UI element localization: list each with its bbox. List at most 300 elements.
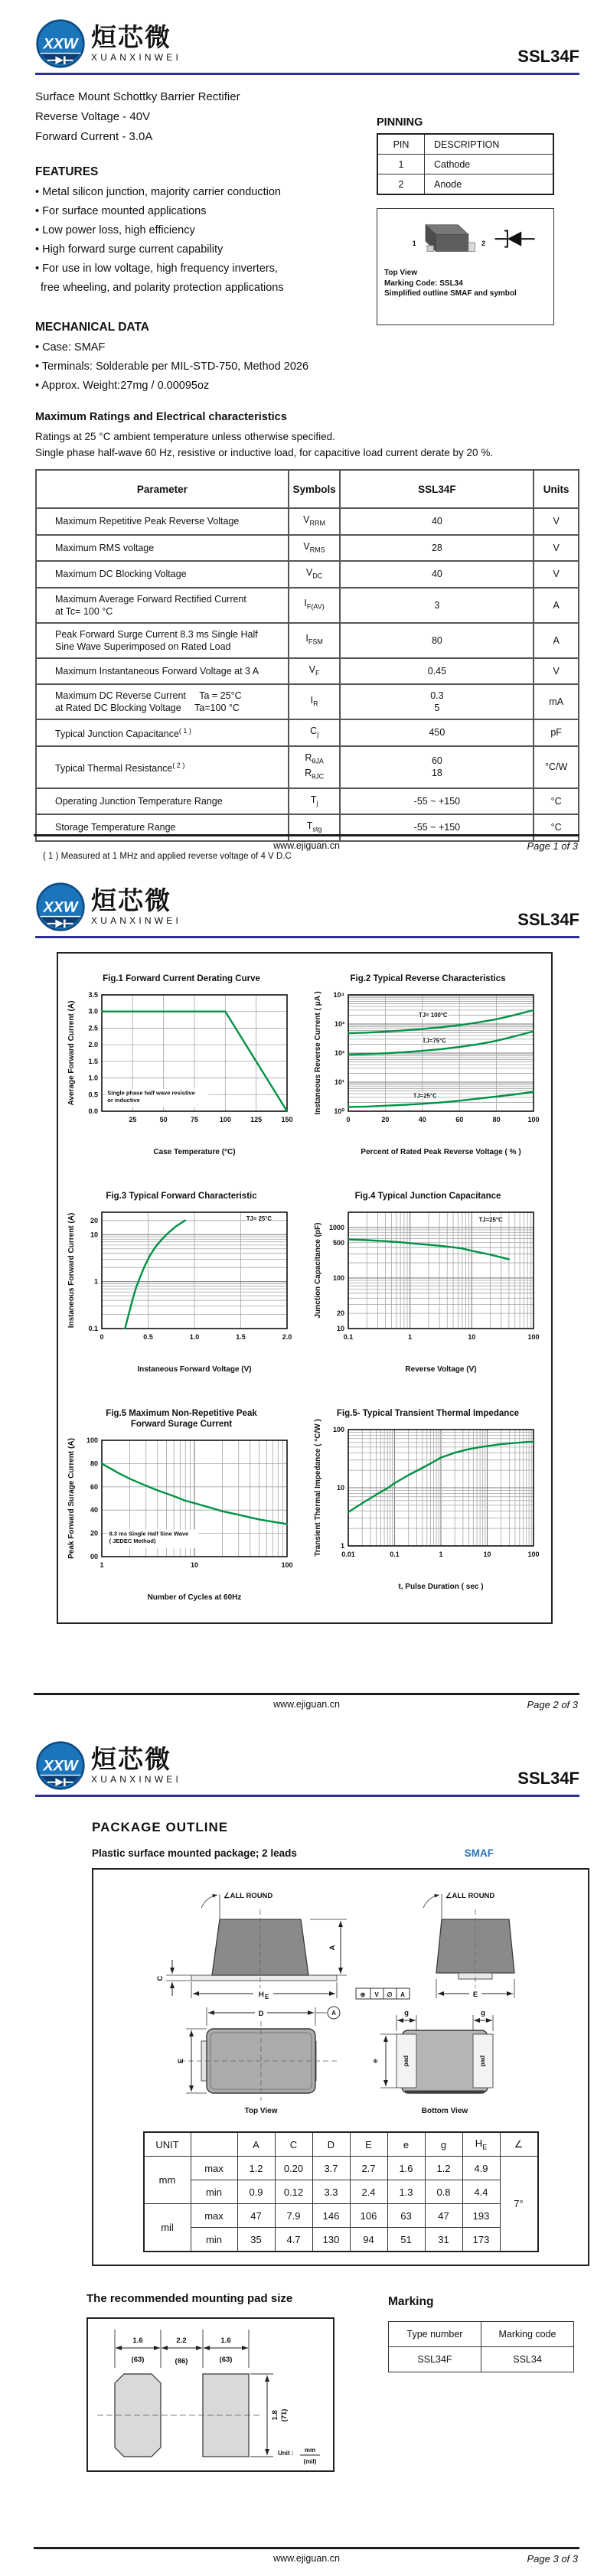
svg-text:10: 10	[336, 1484, 344, 1492]
svg-text:TJ= 100°C: TJ= 100°C	[418, 1012, 448, 1019]
svg-text:40: 40	[90, 1506, 98, 1515]
svg-text:0.01: 0.01	[341, 1550, 355, 1558]
value-cell: 450	[340, 719, 534, 746]
svg-text:25: 25	[129, 1116, 137, 1123]
angle-value: 7°	[500, 2157, 538, 2252]
svg-text:10: 10	[90, 1231, 98, 1239]
dim-row-mil-max	[144, 2204, 538, 2228]
svg-text:( JEDEC Method): ( JEDEC Method)	[109, 1537, 156, 1545]
dim-row-mm-min	[144, 2180, 538, 2204]
unit-mil: mil	[144, 2204, 191, 2252]
dim-row-mil-min	[144, 2228, 538, 2252]
dim-row-mm-max	[144, 2157, 538, 2180]
dimension-table	[143, 2131, 539, 2252]
ratings-row	[36, 588, 579, 623]
unit-mil: (mil)	[303, 2458, 317, 2465]
parameter-cell: Maximum RMS voltage	[36, 535, 289, 562]
top-view-caption: Top View	[244, 2107, 278, 2115]
col-e: E	[350, 2132, 387, 2157]
company-name-en: XUANXINWEI	[91, 51, 182, 63]
figure-5	[66, 1408, 297, 1604]
chart-transient-thermal-impedance	[312, 1420, 543, 1593]
pad-label: pad	[403, 2055, 410, 2067]
dim-value: 1.2	[425, 2157, 462, 2180]
col-d: D	[312, 2132, 350, 2157]
pin-row	[377, 174, 553, 195]
svg-text:1: 1	[439, 1550, 443, 1558]
gdt-symbol: V	[374, 1991, 379, 1998]
company-name-en: XUANXINWEI	[91, 1773, 182, 1785]
gdt-symbol: A	[400, 1991, 405, 1998]
ratings-row	[36, 684, 579, 719]
symbol-cell: $C_j$	[289, 719, 341, 746]
dim-value: 2.4	[350, 2180, 387, 2204]
col-g: g	[425, 2132, 462, 2157]
page-header	[0, 863, 607, 932]
figure-title: Fig.1 Forward Current Derating Curve	[103, 974, 260, 983]
value-cell: 0.3 5	[340, 684, 534, 719]
dim-value: 7.9	[275, 2204, 312, 2228]
package-outline-thumbnail	[377, 208, 554, 325]
dim-value: 146	[312, 2204, 350, 2228]
ratings-heading: Maximum Ratings and Electrical characteristics	[35, 411, 287, 423]
svg-text:3.5: 3.5	[88, 991, 98, 999]
symbol-cell: $V_F$	[289, 658, 341, 685]
top-view	[177, 2007, 340, 2115]
parameter-cell: Typical Thermal Resistance$^{( 2 )}$	[36, 746, 289, 788]
dim-value: 4.4	[462, 2180, 500, 2204]
all-round-label: ∠ALL ROUND	[224, 1892, 273, 1900]
svg-text:10: 10	[468, 1333, 476, 1341]
outline-caption: Simplified outline SMAF and symbol	[384, 289, 517, 298]
svg-text:10⁰: 10⁰	[334, 1107, 344, 1115]
svg-text:0.5: 0.5	[143, 1333, 153, 1341]
chart-forward-current-derating	[66, 986, 297, 1159]
svg-text:20: 20	[336, 1309, 344, 1318]
svg-text:1.5: 1.5	[236, 1333, 246, 1341]
package-subheading: Plastic surface mounted package; 2 leads	[92, 1847, 297, 1859]
company-name-cn: 烜芯微	[91, 886, 171, 915]
symbol-cell: $V_{DC}$	[289, 561, 341, 588]
mechanical-item: • Case: SMAF	[35, 338, 579, 357]
svg-text:Peak Forward Surage Current (A: Peak Forward Surage Current (A)	[67, 1438, 76, 1559]
svg-text:10: 10	[483, 1550, 491, 1558]
svg-text:500: 500	[332, 1238, 344, 1247]
marking-code-header: Marking code	[481, 2322, 574, 2347]
row-min: min	[191, 2180, 237, 2204]
mechanical-item: • Terminals: Solderable per MIL-STD-750, Method 2026	[35, 357, 579, 377]
dim-value: 94	[350, 2228, 387, 2252]
figure-title: Fig.3 Typical Forward Characteristic	[106, 1192, 257, 1201]
value-cell: 0.45	[340, 658, 534, 685]
unit-cell: pF	[534, 719, 579, 746]
chart-canvas	[66, 1203, 297, 1376]
blank-header	[191, 2132, 237, 2157]
unit-mm: mm	[304, 2447, 316, 2454]
svg-text:10⁴: 10⁴	[333, 991, 344, 999]
subtitle-line: Surface Mount Schottky Barrier Rectifier	[35, 90, 240, 103]
chart-typical-forward-characteristic	[66, 1203, 297, 1376]
unit-cell: A	[534, 623, 579, 658]
features-heading: FEATURES	[35, 165, 99, 178]
col-c: C	[275, 2132, 312, 2157]
pin-col-header: PIN	[377, 134, 425, 155]
dim-value: 0.9	[237, 2180, 275, 2204]
col-header-parameter: Parameter	[36, 470, 289, 508]
svg-text:10: 10	[336, 1325, 344, 1332]
value-cell: 28	[340, 535, 534, 562]
feature-item: • Low power loss, high efficiency	[35, 221, 579, 240]
chart-typical-reverse-characteristics	[312, 986, 543, 1159]
col-header-part: SSL34F	[340, 470, 534, 508]
symbol-cell: $T_j$	[289, 788, 341, 815]
page-footer	[34, 2547, 579, 2568]
dim-g-label: g	[404, 2009, 409, 2017]
figure-title: Fig.5 Maximum Non-Repetitive Peak Forward Surage Current	[106, 1409, 257, 1429]
pin-description: Anode	[425, 174, 554, 195]
figure-6	[312, 1408, 543, 1604]
characteristic-curves-box	[57, 952, 553, 1624]
footer-url: www.ejiguan.cn	[273, 1699, 340, 1710]
mechanical-heading: MECHANICAL DATA	[35, 321, 149, 334]
svg-text:1.0: 1.0	[189, 1333, 200, 1341]
svg-text:10²: 10²	[334, 1049, 344, 1057]
svg-text:80: 80	[90, 1459, 98, 1468]
svg-text:0: 0	[100, 1333, 104, 1341]
svg-text:Average Forward Current (A): Average Forward Current (A)	[67, 1000, 76, 1106]
svg-text:1.5: 1.5	[88, 1057, 98, 1065]
svg-text:0.5: 0.5	[88, 1091, 98, 1099]
page-footer	[34, 834, 579, 855]
pin2-label: 2	[481, 239, 486, 247]
header-rule	[35, 936, 579, 938]
dim-value: 193	[462, 2204, 500, 2228]
unit-header: UNIT	[144, 2132, 191, 2157]
footer-rule	[34, 834, 579, 837]
end-view	[423, 1892, 514, 1999]
svg-text:Instaneous Forward Current (A: Instaneous Forward Current (A)	[67, 1212, 76, 1329]
pin-description: Cathode	[425, 155, 554, 174]
svg-text:Percent of Rated Peak Reverse: Percent of Rated Peak Reverse Voltage ( % )	[361, 1148, 521, 1156]
svg-text:1: 1	[93, 1277, 98, 1286]
unit-cell: A	[534, 588, 579, 623]
package-dimension-drawing	[103, 1877, 578, 2124]
feature-item: • High forward surge current capability	[35, 240, 579, 259]
row-max: max	[191, 2157, 237, 2180]
svg-text:0: 0	[346, 1116, 351, 1123]
value-cell: 80	[340, 623, 534, 658]
pad-label: pad	[479, 2055, 486, 2067]
dim-e-label: E	[472, 1991, 478, 1999]
svg-text:1: 1	[100, 1561, 104, 1569]
svg-text:0.1: 0.1	[390, 1550, 400, 1558]
parameter-cell: Maximum DC Blocking Voltage	[36, 561, 289, 588]
parameter-cell: Operating Junction Temperature Range	[36, 788, 289, 815]
pinning-table	[377, 133, 554, 195]
dim-value: 31	[425, 2228, 462, 2252]
unit-cell: °C/W	[534, 746, 579, 788]
svg-text:50: 50	[159, 1116, 168, 1123]
condition-line: Single phase half-wave 60 Hz, resistive or inductive load, for capacitive load current derate by 20 %.	[35, 447, 494, 458]
svg-text:Number of Cycles at 60Hz: Number of Cycles at 60Hz	[147, 1593, 242, 1602]
ratings-row	[36, 719, 579, 746]
unit-cell: V	[534, 508, 579, 535]
chart-canvas	[66, 986, 297, 1159]
dim-d-label: D	[258, 2010, 264, 2018]
row-min: min	[191, 2228, 237, 2252]
symbol-cell: $I_{FSM}$	[289, 623, 341, 658]
ratings-row	[36, 561, 579, 588]
svg-text:80: 80	[492, 1116, 501, 1123]
type-number-value: SSL34F	[389, 2347, 481, 2372]
package-name: SMAF	[464, 1847, 494, 1859]
ratings-conditions	[35, 429, 579, 461]
ratings-row	[36, 746, 579, 788]
part-number: SSL34F	[517, 1769, 579, 1788]
dim-e-label: E	[177, 2058, 185, 2064]
logo-mark-icon	[35, 882, 86, 932]
company-logo	[35, 18, 181, 69]
svg-text:Junction Capacitance (pF): Junction Capacitance (pF)	[314, 1222, 322, 1319]
symbol-cell: $V_{RRM}$	[289, 508, 341, 535]
unit-cell: V	[534, 535, 579, 562]
dim-value: 3.3	[312, 2180, 350, 2204]
gdt-symbol: ∅	[387, 1991, 393, 1998]
datasheet-page-2	[0, 863, 607, 1722]
page-number: Page 3 of 3	[527, 2553, 578, 2565]
feature-item-continuation: free wheeling, and polarity protection applications	[41, 282, 284, 294]
logo-text: XXW	[43, 1757, 78, 1775]
page-number: Page 1 of 3	[527, 840, 578, 852]
mechanical-list	[35, 338, 579, 396]
svg-text:20: 20	[90, 1529, 98, 1537]
page-header	[0, 0, 607, 69]
footer-url: www.ejiguan.cn	[273, 2553, 340, 2564]
dim-value: 63	[387, 2204, 425, 2228]
col-header-units: Units	[534, 470, 579, 508]
dim-value: 130	[312, 2228, 350, 2252]
svg-text:TJ=25°C: TJ=25°C	[478, 1216, 503, 1224]
gdt-symbol: ⊕	[360, 1991, 366, 1998]
ratings-row	[36, 788, 579, 815]
svg-text:40: 40	[418, 1116, 426, 1123]
svg-text:Instaneous Forward Voltage (V): Instaneous Forward Voltage (V)	[137, 1365, 252, 1374]
parameter-cell: Storage Temperature Range	[36, 814, 289, 841]
value-cell: 40	[340, 508, 534, 535]
dim-value: 0.20	[275, 2157, 312, 2180]
mounting-pad-heading: The recommended mounting pad size	[86, 2292, 293, 2305]
parameter-cell: Typical Junction Capacitance$^{( 1 )}$	[36, 719, 289, 746]
value-cell: -55 ~ +150	[340, 814, 534, 841]
dim-he-label: H	[259, 1991, 264, 1999]
logo-mark-icon	[35, 18, 86, 69]
package-and-symbol-drawing	[384, 214, 547, 268]
svg-text:0.0: 0.0	[88, 1107, 98, 1115]
feature-item: • For surface mounted applications	[35, 202, 579, 221]
svg-text:1: 1	[408, 1333, 413, 1341]
company-name-cn: 烜芯微	[91, 1745, 171, 1774]
value-cell: 60 18	[340, 746, 534, 788]
pin1-label: 1	[412, 239, 416, 247]
company-name-cn: 烜芯微	[91, 23, 171, 52]
gdt-frame	[356, 1988, 410, 1999]
svg-text:3.0: 3.0	[88, 1007, 98, 1016]
svg-text:100: 100	[219, 1116, 231, 1123]
dim-c-label: C	[156, 1975, 165, 1981]
logo-text: XXW	[43, 35, 78, 53]
side-view	[156, 1892, 410, 2000]
pad-dim-mil: (63)	[131, 2356, 145, 2364]
dim-value: 47	[237, 2204, 275, 2228]
pin-number: 1	[377, 155, 425, 174]
row-max: max	[191, 2204, 237, 2228]
pad-dim-value: 1.6	[220, 2336, 231, 2345]
unit-cell: °C	[534, 788, 579, 815]
svg-text:0.1: 0.1	[88, 1325, 98, 1332]
datum-a-label: A	[331, 2010, 336, 2017]
parameter-cell: Maximum Instantaneous Forward Voltage at 3 A	[36, 658, 289, 685]
figure-title: Fig.4 Typical Junction Capacitance	[354, 1192, 501, 1201]
ratings-row	[36, 508, 579, 535]
svg-text:75: 75	[190, 1116, 199, 1123]
col-header-symbols: Symbols	[289, 470, 341, 508]
header-rule	[35, 1795, 579, 1797]
part-number: SSL34F	[517, 910, 579, 929]
marking-heading: Marking	[388, 2295, 434, 2308]
dim-value: 51	[387, 2228, 425, 2252]
parameter-cell: Maximum Repetitive Peak Reverse Voltage	[36, 508, 289, 535]
marking-header-row	[389, 2322, 574, 2347]
ratings-header-row	[36, 470, 579, 508]
mounting-pad-drawing	[88, 2319, 333, 2470]
schottky-diode-symbol-icon	[495, 231, 535, 247]
svg-text:2.0: 2.0	[88, 1041, 98, 1049]
ratings-row	[36, 658, 579, 685]
svg-text:Instaneous Reverse Current ( μ: Instaneous Reverse Current ( μA )	[314, 991, 322, 1115]
col-angle: ∠	[500, 2132, 538, 2157]
ratings-row	[36, 623, 579, 658]
pin-number: 2	[377, 174, 425, 195]
dim-g-label: g	[481, 2009, 485, 2017]
chart-canvas	[312, 1420, 543, 1593]
page-number: Page 2 of 3	[527, 1699, 578, 1710]
marking-row	[389, 2347, 574, 2372]
parameter-cell: Maximum DC Reverse Current Ta = 25°C at Rated DC Blocking Voltage Ta=100 °C	[36, 684, 289, 719]
dim-a-label: A	[328, 1945, 337, 1951]
dim-value: 2.7	[350, 2157, 387, 2180]
mounting-pad-section	[86, 2292, 341, 2472]
value-cell: 40	[340, 561, 534, 588]
parameter-cell: Maximum Average Forward Rectified Current at Tc= 100 °C	[36, 588, 289, 623]
svg-text:100: 100	[86, 1436, 98, 1444]
pad-dim-mil: (63)	[219, 2356, 233, 2364]
package-drawing-box	[92, 1868, 589, 2266]
col-he: $H_E$	[462, 2132, 500, 2157]
value-cell: -55 ~ +150	[340, 788, 534, 815]
mechanical-item: • Approx. Weight:27mg / 0.00095oz	[35, 377, 579, 396]
subtitle-line: Reverse Voltage - 40V	[35, 110, 151, 123]
dim-e-small-label: e	[371, 2059, 380, 2063]
symbol-cell: $I_{F(AV)}$	[289, 588, 341, 623]
col-a: A	[237, 2132, 275, 2157]
dim-value: 4.7	[275, 2228, 312, 2252]
figure-title: Fig.5- Typical Transient Thermal Impedance	[336, 1409, 520, 1418]
subtitle-line: Forward Current - 3.0A	[35, 130, 153, 143]
svg-text:100: 100	[527, 1116, 540, 1123]
feature-item: • For use in low voltage, high frequency inverters,	[35, 259, 579, 279]
svg-text:TJ= 25°C: TJ= 25°C	[246, 1215, 272, 1222]
pad-dim-value: 2.2	[176, 2336, 187, 2345]
svg-text:2.5: 2.5	[88, 1024, 98, 1032]
type-number-header: Type number	[389, 2322, 481, 2347]
dim-value: 1.6	[387, 2157, 425, 2180]
page-footer	[34, 1693, 579, 1714]
ratings-table	[35, 469, 579, 842]
package-outline-heading: PACKAGE OUTLINE	[92, 1820, 229, 1834]
svg-text:1.0: 1.0	[88, 1074, 98, 1082]
svg-text:100: 100	[527, 1550, 540, 1558]
svg-text:100: 100	[332, 1426, 344, 1433]
all-round-label: ∠ALL ROUND	[445, 1892, 495, 1900]
dim-value: 4.9	[462, 2157, 500, 2180]
svg-text:10¹: 10¹	[334, 1078, 344, 1086]
svg-text:Reverse Voltage (V): Reverse Voltage (V)	[405, 1365, 477, 1374]
marking-section	[388, 2292, 574, 2472]
marking-code-value: SSL34	[481, 2347, 574, 2372]
dimension-header-row	[144, 2132, 538, 2157]
svg-text:20: 20	[90, 1216, 98, 1224]
svg-text:2.0: 2.0	[282, 1333, 292, 1341]
symbol-cell: $I_R$	[289, 684, 341, 719]
feature-item: • Metal silicon junction, majority carrier conduction	[35, 183, 579, 202]
datasheet-page-1	[0, 0, 607, 863]
svg-text:1: 1	[340, 1542, 344, 1550]
svg-text:60: 60	[455, 1116, 464, 1123]
svg-text:1000: 1000	[328, 1223, 344, 1231]
unit-label: Unit :	[278, 2450, 294, 2457]
svg-text:100: 100	[527, 1333, 540, 1341]
svg-text:Transient Thermal Impedance (: Transient Thermal Impedance ( °C/W )	[314, 1419, 322, 1557]
svg-text:00: 00	[90, 1553, 98, 1560]
chart-peak-forward-surge-current	[66, 1431, 297, 1604]
dim-value: 173	[462, 2228, 500, 2252]
unit-cell: V	[534, 658, 579, 685]
pad-height-value: 1.8	[271, 2410, 279, 2421]
marking-table	[388, 2321, 574, 2372]
unit-cell: °C	[534, 814, 579, 841]
figure-3	[66, 1191, 297, 1376]
svg-text:TJ=25°C: TJ=25°C	[413, 1092, 437, 1100]
pad-dim-value: 1.6	[132, 2336, 143, 2345]
dim-value: 3.7	[312, 2157, 350, 2180]
svg-text:125: 125	[250, 1116, 263, 1123]
part-number: SSL34F	[517, 47, 579, 66]
col-e-small: e	[387, 2132, 425, 2157]
company-logo	[35, 882, 181, 932]
mounting-pad-box	[86, 2317, 335, 2472]
bottom-view-caption: Bottom View	[421, 2107, 468, 2115]
logo-mark-icon	[35, 1740, 86, 1791]
chart-canvas	[312, 986, 543, 1159]
symbol-cell: $R_{\theta JA}$ $R_{\theta JC}$	[289, 746, 341, 788]
svg-text:100: 100	[332, 1273, 344, 1282]
dim-he-sub: E	[265, 1994, 269, 2000]
dim-value: 1.3	[387, 2180, 425, 2204]
dim-value: 0.8	[425, 2180, 462, 2204]
unit-cell: mA	[534, 684, 579, 719]
condition-line: Ratings at 25 °C ambient temperature unless otherwise specified.	[35, 431, 335, 442]
svg-text:20: 20	[381, 1116, 390, 1123]
